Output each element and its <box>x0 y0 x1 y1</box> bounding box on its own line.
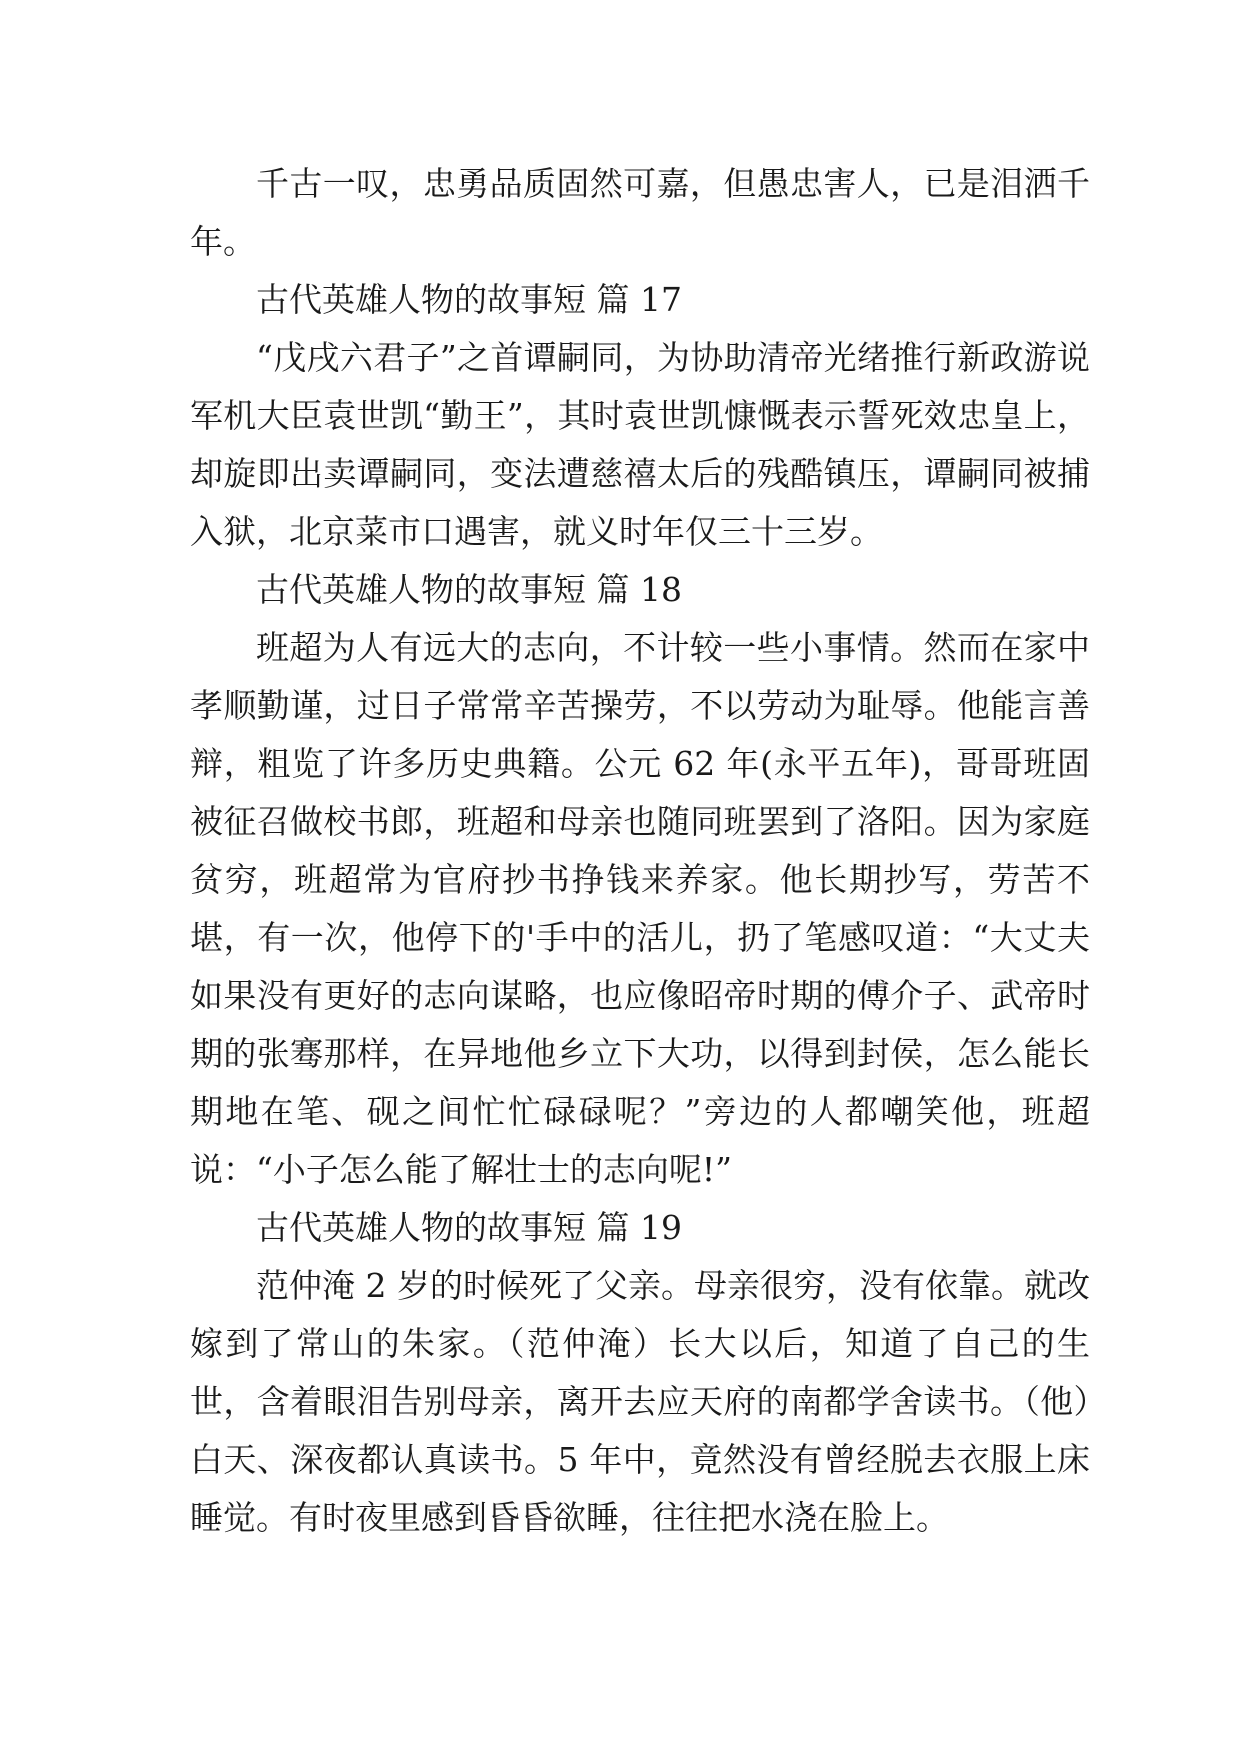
paragraph-ban-chao: 班超为人有远大的志向，不计较一些小事情。然而在家中孝顺勤谨，过日子常常辛苦操劳，不以劳动为耻辱。他能言善辩，粗览了许多历史典籍。公元 62 年(永平五年)，哥哥班固被征召做校书郎，班超和母亲也随同班罢到了洛阳。因为家庭贫穷，班超常为官府抄书挣钱来养家。他长期抄写，劳苦不堪，有一次，他停下的'手中的活儿，扔了笔感叹道：“大丈夫如果没有更好的志向谋略，也应像昭帝时期的傅介子、武帝时期的张骞那样，在异地他乡立下大功，以得到封侯，怎么能长期地在笔、砚之间忙忙碌碌呢？”旁边的人都嘲笑他，班超说：“小子怎么能了解壮士的志向呢!” <box>190 628 1090 1189</box>
paragraph-fan-zhongyan: 范仲淹 2 岁的时候死了父亲。母亲很穷，没有依靠。就改嫁到了常山的朱家。（范仲淹）长大以后，知道了自己的生世，含着眼泪告别母亲，离开去应天府的南都学舍读书。（他）白天、深夜都认真读书。5 年中，竟然没有曾经脱去衣服上床睡觉。有时夜里感到昏昏欲睡，往往把水浇在脸上。 <box>190 1266 1090 1537</box>
section-heading-18: 古代英雄人物的故事短 篇 18 <box>256 570 682 609</box>
section-heading-19: 古代英雄人物的故事短 篇 19 <box>256 1208 682 1247</box>
section-heading-17: 古代英雄人物的故事短 篇 17 <box>256 280 682 319</box>
paragraph-tan-sitong: “戊戌六君子”之首谭嗣同，为协助清帝光绪推行新政游说军机大臣袁世凯“勤王”，其时袁世凯慷慨表示誓死效忠皇上，却旋即出卖谭嗣同，变法遭慈禧太后的残酷镇压，谭嗣同被捕入狱，北京菜市口遇害，就义时年仅三十三岁。 <box>190 338 1090 551</box>
paragraph-intro: 千古一叹，忠勇品质固然可嘉，但愚忠害人，已是泪洒千年。 <box>190 164 1090 261</box>
document-page <box>190 155 1090 1547</box>
